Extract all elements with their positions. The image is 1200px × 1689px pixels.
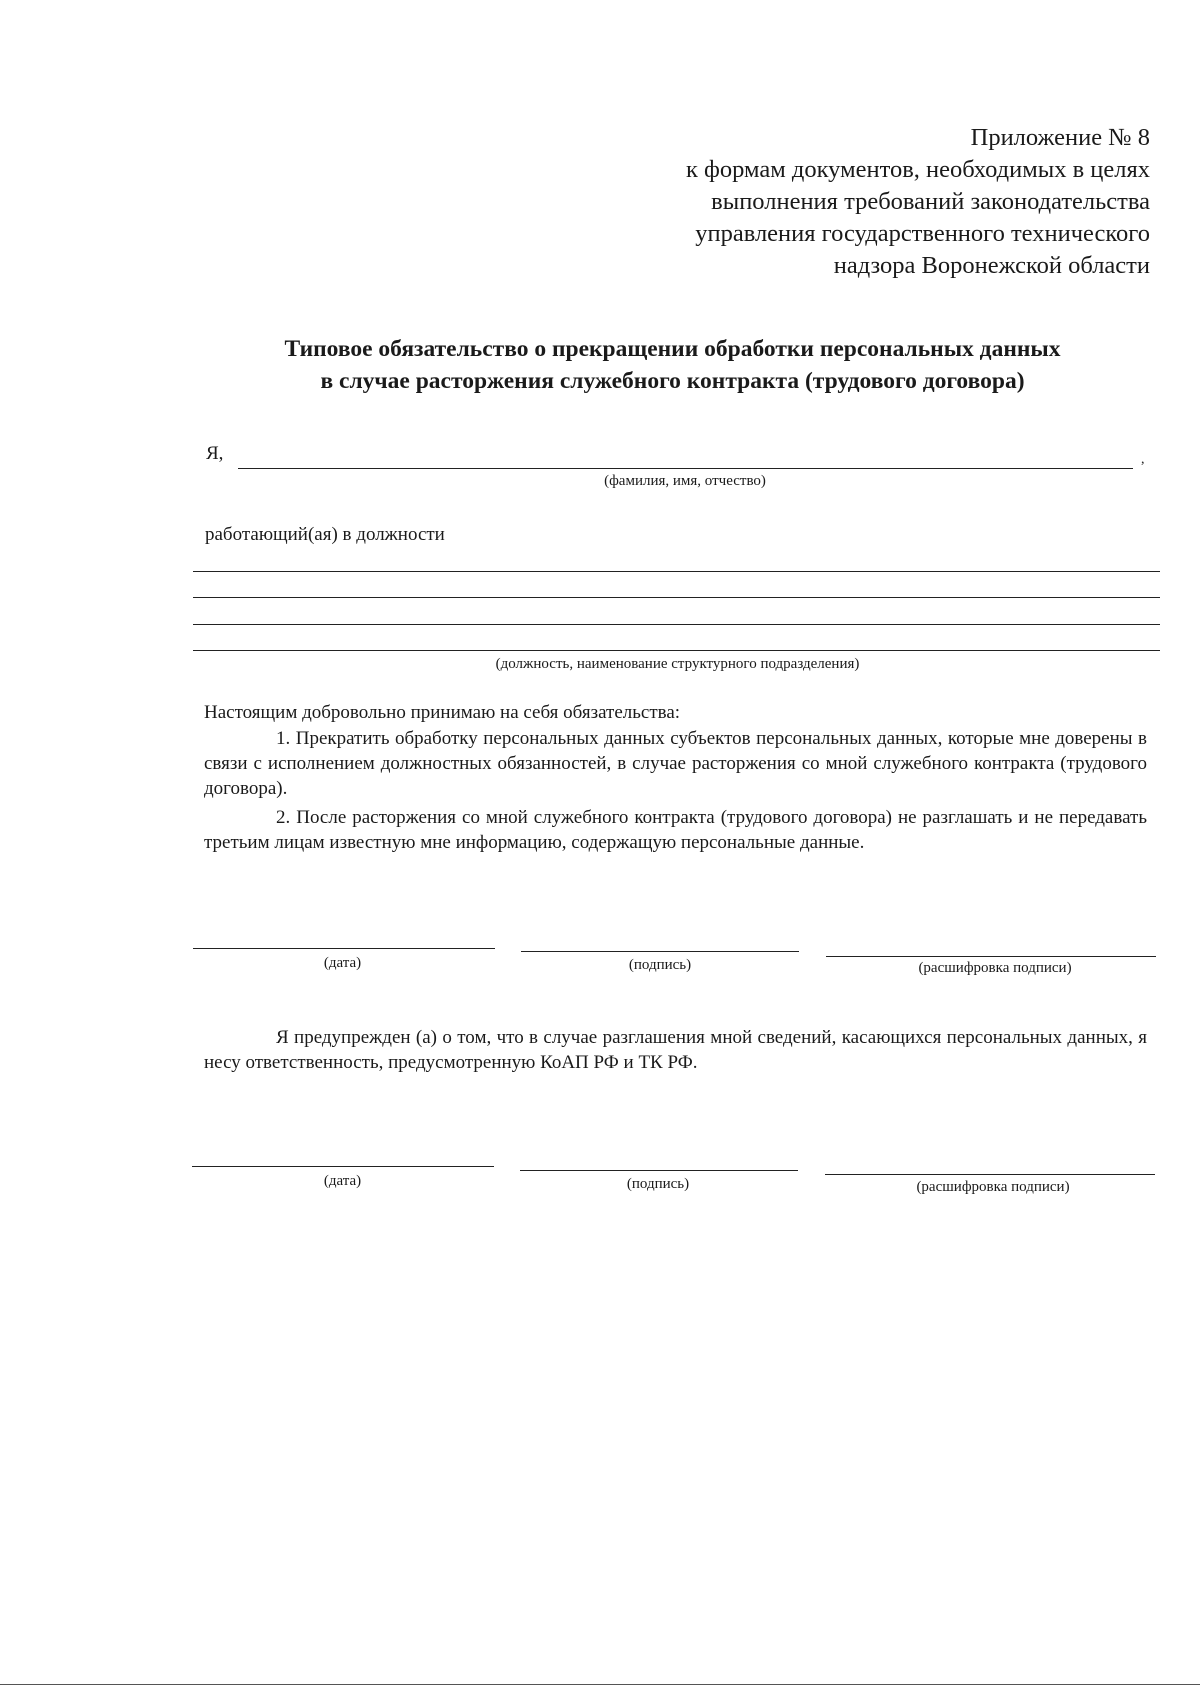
position-fill-line-4[interactable] <box>193 650 1160 651</box>
name-fill-line[interactable] <box>238 468 1133 469</box>
date-line-1[interactable] <box>193 948 495 949</box>
date-caption-2: (дата) <box>323 1173 362 1189</box>
date-caption-1: (дата) <box>323 955 362 971</box>
obligation-item-1: 1. Прекратить обработку персональных данных субъектов персональных данных, которые мне доверены в связи с исполнением должностных обязанностей, в случае расторжения со мной служебного контракта (трудового договора). <box>204 728 1147 799</box>
appendix-header <box>550 122 1150 282</box>
appendix-line: выполнения требований законодательства <box>711 188 1150 215</box>
position-label: работающий(ая) в должности <box>205 524 445 545</box>
name-suffix: , <box>1141 452 1145 467</box>
decoding-caption-2: (расшифровка подписи) <box>916 1179 1070 1195</box>
decoding-line-2[interactable] <box>825 1174 1155 1175</box>
position-fill-line-1[interactable] <box>193 571 1160 572</box>
decoding-caption-1: (расшифровка подписи) <box>918 960 1072 976</box>
document-title <box>180 333 1165 397</box>
obligations-intro: Настоящим добровольно принимаю на себя обязательства: <box>204 702 681 723</box>
appendix-line: управления государственного технического <box>695 220 1150 247</box>
position-caption: (должность, наименование структурного подразделения) <box>495 656 860 672</box>
signature-line-1[interactable] <box>521 951 799 952</box>
obligation-item-2: 2. После расторжения со мной служебного контракта (трудового договора) не разглашать и не передавать третьим лицам известную мне информацию, содержащую персональные данные. <box>204 807 1147 853</box>
position-fill-line-3[interactable] <box>193 624 1160 625</box>
name-caption: (фамилия, имя, отчество) <box>604 473 766 489</box>
signature-caption-2: (подпись) <box>626 1176 690 1192</box>
appendix-line: надзора Воронежской области <box>833 252 1150 279</box>
title-line-2: в случае расторжения служебного контракта (трудового договора) <box>320 368 1025 394</box>
name-prefix: Я, <box>206 443 224 464</box>
appendix-line: Приложение № 8 <box>970 124 1150 151</box>
decoding-line-1[interactable] <box>826 956 1156 957</box>
date-line-2[interactable] <box>192 1166 494 1167</box>
appendix-line: к формам документов, необходимых в целях <box>686 156 1150 183</box>
scan-edge-line <box>0 1684 1200 1685</box>
signature-line-2[interactable] <box>520 1170 798 1171</box>
signature-caption-1: (подпись) <box>628 957 692 973</box>
liability-warning: Я предупрежден (а) о том, что в случае разглашения мной сведений, касающихся персональных данных, я несу ответственность, предусмотренную КоАП РФ и ТК РФ. <box>204 1027 1147 1073</box>
title-line-1: Типовое обязательство о прекращении обработки персональных данных <box>284 336 1061 362</box>
position-fill-line-2[interactable] <box>193 597 1160 598</box>
